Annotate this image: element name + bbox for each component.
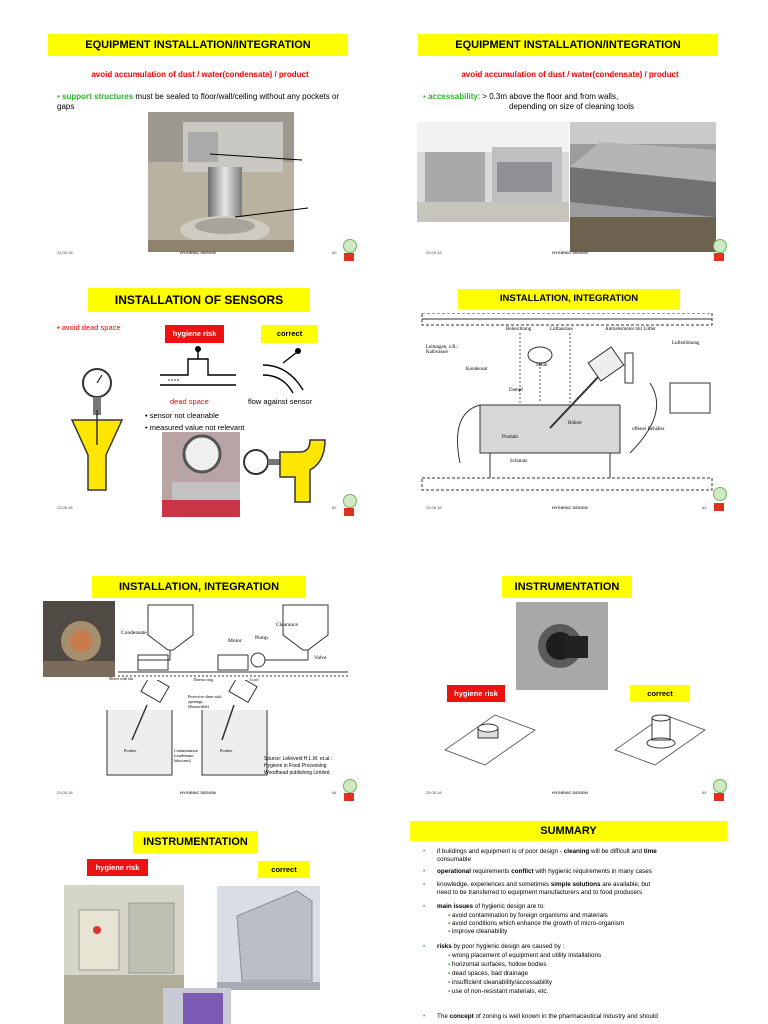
- correct-tag: correct: [261, 325, 318, 343]
- slide-footer: HYGIENIC DESIGN: [180, 790, 216, 795]
- pointer-lines: [40, 30, 360, 265]
- summary-item-1: if buildings and equipment is of poor design - cleaning will be difficult and time consumable: [437, 848, 657, 863]
- slide-title: INSTRUMENTATION: [133, 831, 258, 853]
- slide-page: 64: [332, 790, 337, 795]
- label-thermo: Thermo ring: [193, 677, 214, 682]
- label-ruehrer: Rührer: [568, 421, 582, 426]
- open-vessel-diagram: [420, 313, 716, 493]
- slide-subtitle: avoid accumulation of dust / water(condensate) / product: [461, 70, 679, 79]
- slide-6: [410, 570, 730, 805]
- flow-against-sensor-diagram: [258, 345, 328, 395]
- slide-date: 23.05.18: [57, 250, 73, 255]
- logo-icon: [343, 779, 357, 793]
- bullet-rest: must be sealed to floor/wall/ceiling without any pockets or gaps: [57, 92, 340, 111]
- slide-title: EQUIPMENT INSTALLATION/INTEGRATION: [418, 34, 718, 56]
- bullet-marker: •: [423, 848, 426, 855]
- summary-risks: risks by poor hygienic design are caused by :: [437, 943, 565, 950]
- main-issue-3: ▪ improve cleanability: [448, 928, 508, 935]
- label-motor-fan: Motor with fan: [109, 676, 134, 681]
- label-contamination: Contamination (condensate, lubricants): [174, 748, 198, 763]
- label-luftauslass: Lüftauslass: [550, 327, 573, 332]
- correct-tag: correct: [630, 685, 690, 702]
- risk-1: ▪ wrong placement of equipment and utility installations: [448, 952, 602, 959]
- flow-label: flow against sensor: [248, 397, 313, 406]
- main-issue-2: ▪ avoid conditions which enhance the growth of micro-organism: [448, 920, 625, 927]
- slide-page: 60: [332, 250, 337, 255]
- bullet-marker: •: [423, 881, 426, 888]
- slide-title: EQUIPMENT INSTALLATION/INTEGRATION: [48, 34, 348, 56]
- y-pipe-sensor-diagram: [62, 365, 132, 495]
- panel-photo-bottom: [163, 988, 231, 1024]
- dead-space-diagram: [158, 345, 238, 395]
- slide-footer: HYGIENIC DESIGN: [552, 505, 588, 510]
- hygiene-risk-tag: hygiene risk: [447, 685, 505, 702]
- summary-concept: The concept of zoning is well known in the pharmaceutical industry and should: [437, 1013, 658, 1020]
- bullet-label: avoid dead space: [61, 323, 121, 332]
- label-motor: Motor: [228, 638, 242, 644]
- slide-title: SUMMARY: [410, 821, 727, 841]
- brand-mark-icon: [714, 253, 724, 261]
- source-line-2: Hygiene in Food Processing: [264, 763, 327, 769]
- label-schmutz: Schmutz: [510, 459, 528, 464]
- summary-main-issues: main issues of hygienic design are to:: [437, 903, 545, 910]
- slide-5: [40, 570, 360, 805]
- bullet-marker: ▪: [57, 323, 62, 332]
- label-condensate: Condensate: [121, 630, 147, 636]
- slide-footer: HYGIENIC DESIGN: [552, 250, 588, 255]
- correct-tag: correct: [258, 861, 310, 878]
- label-pump: Pump: [255, 635, 268, 641]
- hygiene-risk-tag: hygiene risk: [165, 325, 224, 343]
- bullet-key: accessability: [428, 92, 478, 101]
- note-1: • sensor not cleanable: [145, 411, 219, 420]
- slide-page: 63: [702, 505, 707, 510]
- slide-date: 23.05.18: [426, 505, 442, 510]
- slide-date: 23.05.18: [426, 790, 442, 795]
- bullet-marker: •: [423, 868, 426, 875]
- slide-2: [410, 30, 730, 265]
- bullet-marker: •: [423, 1013, 426, 1020]
- agitator-comparison-diagram: [102, 680, 272, 780]
- label-kondensat: Kondensat: [466, 367, 488, 372]
- brand-mark-icon: [714, 793, 724, 801]
- sensor-photo: [162, 432, 240, 517]
- slide-1: [40, 30, 360, 265]
- conveyor-walkway-photo: [570, 122, 716, 252]
- label-dampf: Dampf: [509, 388, 523, 393]
- slide-date: 23.05.18: [426, 250, 442, 255]
- label-leitungen: Leitungen, z.B.: Kaltwasser: [426, 345, 459, 355]
- bullet-rest: : > 0.3m above the floor and from walls,: [477, 92, 619, 101]
- bullet-marker: •: [423, 903, 426, 910]
- risk-mount-diagram: [440, 710, 540, 770]
- slide-3: [40, 285, 360, 520]
- slide-date: 23.05.18: [57, 505, 73, 510]
- motor-photo: [43, 601, 115, 677]
- hygiene-risk-tag: hygiene risk: [87, 859, 148, 876]
- label-protective: Protective sheet with openings (Removable): [188, 694, 222, 709]
- brand-mark-icon: [714, 503, 724, 511]
- label-clearance: Clearance: [276, 622, 298, 628]
- instrument-photo: [516, 602, 608, 690]
- slide-footer: HYGIENIC DESIGN: [552, 790, 588, 795]
- slide-date: 23.05.18: [57, 790, 73, 795]
- note-2: • measured value not relevant: [145, 423, 245, 432]
- slide-subtitle: avoid accumulation of dust / water(condensate) / product: [91, 70, 309, 79]
- logo-icon: [343, 494, 357, 508]
- slide-footer: HYGIENIC DESIGN: [180, 250, 216, 255]
- brand-mark-icon: [344, 508, 354, 516]
- label-cowl: Cowl: [250, 677, 259, 682]
- panel-photo-correct: [217, 886, 320, 990]
- slide-page: 62: [332, 505, 337, 510]
- brand-mark-icon: [344, 253, 354, 261]
- slide-7: [40, 825, 360, 1024]
- risk-2: ▪ horizontal surfaces, hollow bodies: [448, 961, 547, 968]
- correct-sensor-diagram: [240, 432, 335, 507]
- slide-4: [410, 285, 730, 520]
- label-product-1: Product: [124, 748, 137, 753]
- kitchen-equipment-photo: [417, 122, 569, 222]
- label-product-2: Product: [220, 748, 233, 753]
- label-staub: Staub: [536, 363, 548, 368]
- bullet-text: [423, 92, 723, 112]
- slide-title: INSTALLATION, INTEGRATION: [458, 289, 680, 309]
- slide-title: INSTALLATION OF SENSORS: [88, 288, 310, 312]
- logo-icon: [343, 239, 357, 253]
- bullet-text: [57, 323, 121, 333]
- correct-mount-diagram: [610, 710, 710, 770]
- label-valve: Valve: [314, 655, 327, 661]
- slide-title: INSTRUMENTATION: [502, 576, 632, 598]
- slide-page: 65: [702, 790, 707, 795]
- slide-8: [410, 820, 730, 1024]
- dead-space-label: dead space: [170, 397, 209, 406]
- source-line-1: Source: Lelieveld H.L.M. et.al.:: [264, 756, 333, 762]
- risk-4: ▪ insufficient cleanability/accessability: [448, 979, 552, 986]
- bullet-line2: depending on size of cleaning tools: [509, 102, 634, 111]
- brand-mark-icon: [344, 793, 354, 801]
- risk-5: ▪ use of non-resistant materials, etc.: [448, 988, 549, 995]
- logo-icon: [713, 487, 727, 501]
- label-antrieb: Antriebsmotor mit Lüfter: [605, 327, 656, 332]
- slide-title: INSTALLATION, INTEGRATION: [92, 576, 306, 598]
- main-issue-1: ▪ avoid contamination by foreign organisms and materials: [448, 912, 608, 919]
- logo-icon: [713, 239, 727, 253]
- label-beleuchtung: Beleuchtung: [506, 327, 532, 332]
- label-offener: offener Behälter: [632, 427, 665, 432]
- summary-item-2: operational requirements conflict with hygienic requirements in many cases: [437, 868, 652, 875]
- label-produkt: Produkt: [502, 435, 518, 440]
- bullet-marker: ▪: [57, 92, 63, 101]
- summary-item-3: knowledge, experiences and sometimes simple solutions are available, but need to be transferred to equipment manufacturers and to food producers: [437, 881, 651, 896]
- source-line-3: Woodhead publishing Limited: [264, 770, 330, 776]
- logo-icon: [713, 779, 727, 793]
- risk-3: ▪ dead spaces, bad drainage: [448, 970, 528, 977]
- bullet-key: support structures: [62, 92, 134, 101]
- bullet-marker: ▪: [423, 92, 429, 101]
- label-luftstroemung: Luftströmung: [672, 341, 700, 346]
- bullet-marker: •: [423, 943, 426, 950]
